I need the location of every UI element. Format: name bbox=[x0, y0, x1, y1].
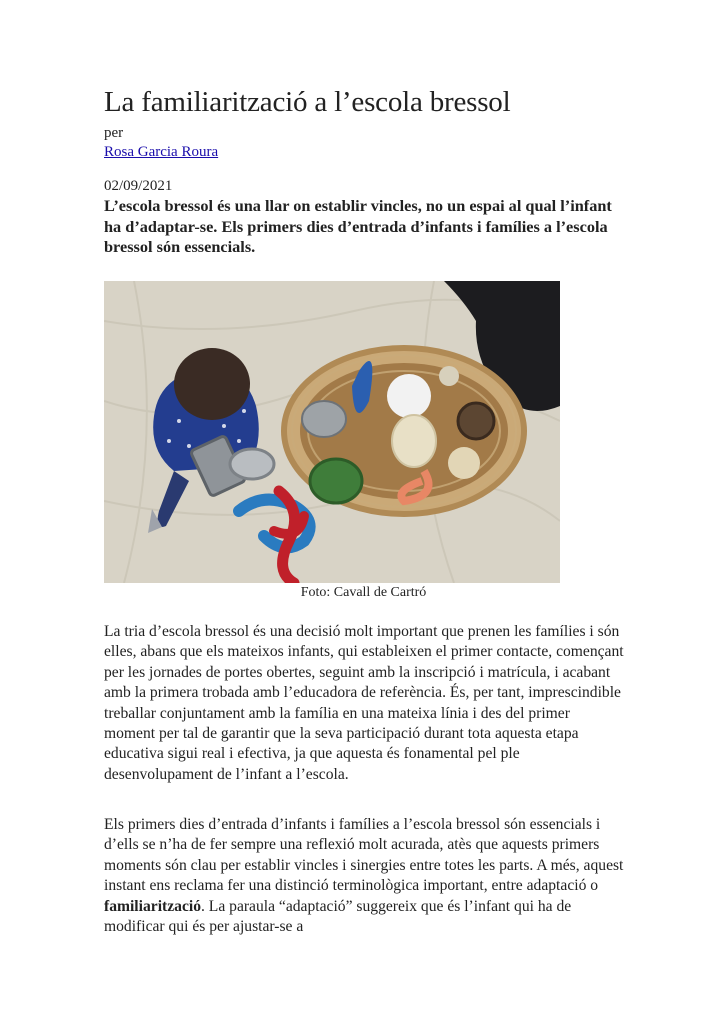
article-lead: L’escola bressol és una llar on establir vincles, no un espai al qual l’infant ha d’adaptar-se. Els primers dies d’entrada d’infants i famílies a l’escola bressol són essencials. bbox=[104, 196, 612, 256]
paragraph-2 bbox=[104, 815, 624, 937]
byline bbox=[104, 124, 218, 162]
photo-illustration bbox=[104, 281, 560, 583]
paragraph-2-text-end: . La paraula “adaptació” suggereix que és l’infant qui ha de modificar qui és per ajustar-se a bbox=[104, 897, 572, 936]
paragraph-1: La tria d’escola bressol és una decisió molt important que prenen les famílies i són elles, abans que els mateixos infants, qui estableixen el primer contacte, començant per les jornades de portes obertes, seguint amb la inscripció i matrícula, i acabant amb la primera trobada amb l’educadora de referència. És, per tant, imprescindible treballar conjuntament amb la família en una mateixa línia i des del primer moment per tal de garantir que la seva participació durant tota aquesta etapa educativa sigui real i efectiva, ja que aquesta és fonamental pel ple desenvolupament de l’infant a l’escola. bbox=[104, 623, 624, 783]
photo-caption: Foto: Cavall de Cartró bbox=[300, 585, 427, 600]
by-label: per bbox=[104, 125, 124, 141]
article-title: La familiarització a l’escola bressol bbox=[104, 86, 511, 118]
paragraph-2-emphasis: familiarització bbox=[104, 897, 201, 915]
publish-date: 02/09/2021 bbox=[104, 178, 173, 194]
article-photo bbox=[104, 281, 560, 583]
paragraph-2-text: Els primers dies d’entrada d’infants i famílies a l’escola bressol són essencials i d’ells se n’ha de fer sempre una reflexió molt acurada, atès que aquests primers moments són clau per establir vincles i sinergies entre totes les parts. A més, aquest instant ens reclama fer una distinció terminològica important, entre adaptació o bbox=[104, 816, 624, 895]
author-link[interactable]: Rosa Garcia Roura bbox=[104, 144, 219, 160]
